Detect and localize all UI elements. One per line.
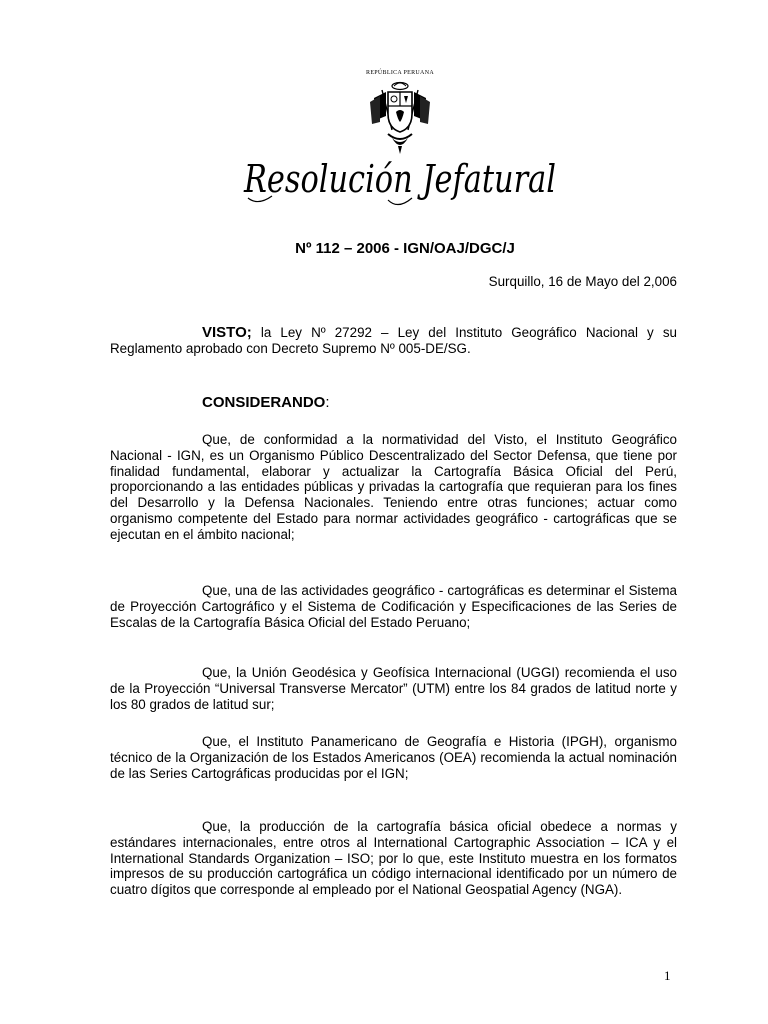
date-line: Surquillo, 16 de Mayo del 2,006 [488,274,677,289]
coat-of-arms [352,70,448,156]
considerando-paragraph-1: Que, de conformidad a la normatividad del Visto, el Instituto Geográfico Nacional - IGN, es un Organismo Público Descentralizado del Sector Defensa, que tiene por finalidad fundamental, elaborar y actualizar la Cartografía Básica Oficial del Perú, proporcionando a las entidades públicas y privadas la cartografía que requieran para los fines del Desarrollo y la Defensa Nacionales. Teniendo entre otras funciones; actuar como organismo competente del Estado para normar actividades geográfico - cartográficas que se ejecutan en el ámbito nacional; [110,432,677,542]
visto-text: la Ley Nº 27292 – Ley del Instituto Geográfico Nacional y su Reglamento aprobado con Decreto Supremo Nº 005-DE/SG. [110,325,677,356]
resolution-number: Nº 112 – 2006 - IGN/OAJ/DGC/J [295,240,515,257]
considerando-paragraph-2: Que, una de las actividades geográfico - cartográficas es determinar el Sistema de Proyección Cartográfico y el Sistema de Codificación y Especificaciones de las Series de Escalas de la Cartografía Básica Oficial del Estado Peruano; [110,583,677,630]
considerando-paragraph-3: Que, la Unión Geodésica y Geofísica Internacional (UGGI) recomienda el uso de la Proyección “Universal Transverse Mercator” (UTM) entre los 84 grados de latitud norte y los 80 grados de latitud sur; [110,665,677,712]
visto-label: VISTO [202,324,247,341]
considerando-paragraph-4: Que, el Instituto Panamericano de Geografía e Historia (IPGH), organismo técnico de la Organización de los Estados Americanos (OEA) recomienda la actual nominación de las Series Cartográficas producidas por el IGN; [110,734,677,781]
crest-emblem-icon [352,70,448,156]
visto-paragraph: VISTO; la Ley Nº 27292 – Ley del Instituto Geográfico Nacional y su Reglamento aprobado con Decreto Supremo Nº 005-DE/SG. [110,324,677,356]
crest-caption: REPÚBLICA PERUANA [366,70,434,76]
considerando-paragraph-5: Que, la producción de la cartografía básica oficial obedece a normas y estándares internacionales, entre otros al International Cartographic Association – ICA y el International Standards Organization – ISO; por lo que, este Instituto muestra en los formatos impresos de su producción cartográfica un código internacional identificado por un número de cuatro dígitos que corresponde al empleado por el National Geospatial Agency (NGA). [110,819,677,898]
document-type-title [238,148,568,212]
script-title-text: Resolución Jefatural [243,157,556,201]
page-number: 1 [664,968,671,983]
considerando-heading: CONSIDERANDO: [202,394,330,411]
